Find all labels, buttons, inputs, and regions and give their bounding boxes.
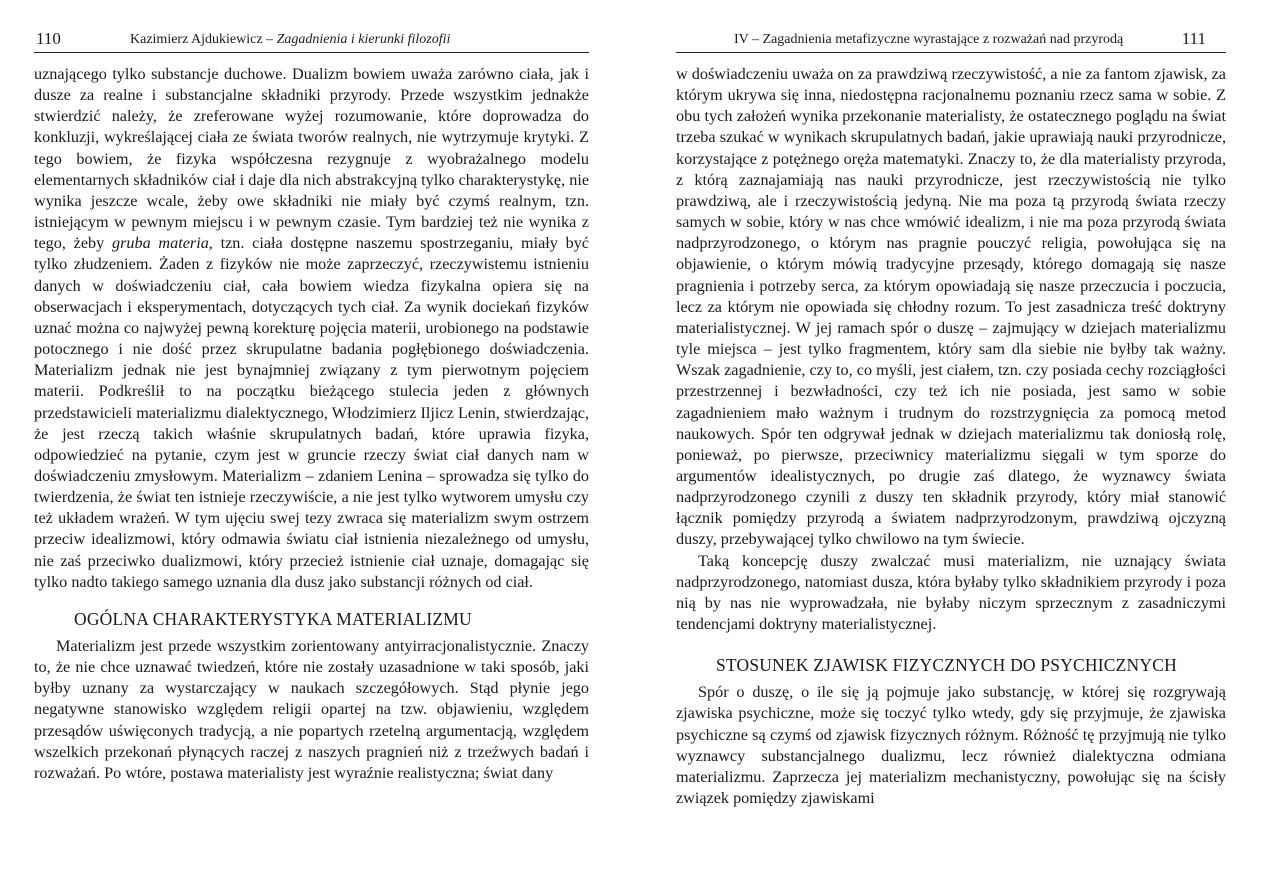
- running-head-left: [34, 30, 589, 53]
- section-heading: OGÓLNA CHARAKTERYSTYKA MATERIALIZMU: [74, 608, 472, 629]
- section-heading: STOSUNEK ZJAWISK FIZYCZNYCH DO PSYCHICZNYCH: [716, 655, 1177, 676]
- running-head-right: [676, 30, 1226, 53]
- author-name: Kazimierz Ajdukiewicz –: [130, 32, 277, 47]
- page-number: 111: [1181, 29, 1206, 48]
- paragraph: [34, 64, 589, 593]
- running-head-title: [130, 32, 450, 48]
- italic-term: gruba materia: [112, 234, 209, 253]
- right-page: [676, 0, 1226, 893]
- left-page-body: [34, 64, 589, 784]
- paragraph: Materializm jest przede wszystkim zorientowany antyirracjonalistycznie. Znaczy to, że nie chce uznawać twiedzeń, które nie zostały uzasadnione w taki sposób, jaki byłby uznany za wystarczający w naukach szczegółowych. Stąd płynie jego negatywne stanowisko względem religii opartej na tzw. objawieniu, względem przesądów uświęconych tradycją, a nie popartych rzetelną argumentacją, względem wszelkich przekonań płynących raczej z naszych pragnień niż z trzeźwych badań i rozważań. Po wtóre, postawa materialisty jest wyraźnie realistyczna; świat dany: [34, 636, 589, 782]
- running-head-title: IV – Zagadnienia metafizyczne wyrastające z rozważań nad przyrodą: [734, 32, 1124, 47]
- paragraph: Spór o duszę, o ile się ją pojmuje jako substancję, w której się rozgrywają zjawiska psychiczne, może się toczyć tylko wtedy, gdy się przyjmuje, że zjawiska psychiczne są czymś od zjawisk fizycznych różnym. Różność tę przyjmują nie tylko wyznawcy substancjalnego dualizmu, lecz również dialektyczna odmiana materializmu. Zaprzecza jej materializm mechanistyczny, powołując się na ścisły związek pomiędzy zjawiskami: [676, 683, 1226, 807]
- left-page: [34, 0, 589, 893]
- book-title: Zagadnienia i kierunki filozofii: [276, 32, 451, 47]
- paragraph: Taką koncepcję duszy zwalczać musi materializm, nie uznający świata nadprzyrodzonego, natomiast dusza, która byłaby tylko składnikiem przyrody i poza nią by nas nie wyprowadzała, nie byłaby niczym sprzecznym z zasadniczymi tendencjami doktryny materialistycznej.: [676, 551, 1226, 634]
- page-number: 110: [36, 29, 61, 48]
- paragraph: w doświadczeniu uważa on za prawdziwą rzeczywistość, a nie za fantom zjawisk, za którym ukrywa się inna, niedostępna racjonalnemu poznaniu rzecz sama w sobie. Z obu tych założeń wynika przekonanie materialisty, że ostatecznego poglądu na świat trzeba szukać w wynikach skrupulatnych badań, jakie uprawiają nauki przyrodnicze, korzystające z potężnego oręża matematyki. Znaczy to, że dla materialisty przyroda, z którą zaznajamiają nas nauki przyrodnicze, jest rzeczywistością nie tylko prawdziwą, ale i rzeczywistością jedyną. Nie ma poza tą przyrodą świata rzeczy samych w sobie, który w nas chce wmówić idealizm, i nie ma poza przyrodą świata nadprzyrodzonego, o którym nas pragnie pouczyć religia, powołująca się na objawienie, o którym mówią tradycyjne przesądy, którego domagają się nasze pragnienia i potrzeby serca, za którym opowiadają się nasze przeczucia i poczucia, lecz za którym nie opowiada się chłodny rozum. To jest zasadnicza treść doktryny materialistycznej. W jej ramach spór o duszę – zajmujący w dziejach materializmu tyle miejsca – jest tylko fragmentem, który sam dla siebie nie byłby tak ważny. Wszak zagadnienie, czy to, co myśli, jest ciałem, tzn. czy posiada cechy rozciągłości przestrzennej i bezwładności, czy też ich nie posiada, jest samo w sobie zagadnieniem mało ważnym i trudnym do rozstrzygnięcia za pomocą metod naukowych. Spór ten odgrywał jednak w dziejach materializmu tak doniosłą rolę, ponieważ, po pierwsze, przeciwnicy materializmu sięgali w tym sporze do argumentów idealistycznych, po drugie zaś dlatego, że wyznawcy świata nadprzyrodzonego czynili z duszy ten składnik przyrody, który miał stanowić łącznik pomiędzy przyrodą a światem nadprzyrodzonym, prawdziwą ojczyzną duszy, przebywającej tylko chwilowo na tym świecie.: [676, 65, 1226, 549]
- right-page-body: [676, 64, 1226, 809]
- paragraph-text: , tzn. ciała dostępne naszemu spostrzeganiu, miały być tylko złudzeniem. Żaden z fizyków nie może zaprzeczyć, rzeczywistemu istnieniu danych w doświadczeniu ciał, cała bowiem wiedza fizykalna opiera się na obserwacjach i eksperymentach, dotyczących tych ciał. Za wynik dociekań fizyków uznać można co najwyżej pewną korekturę pojęcia materii, urobionego na podstawie potocznego i nie dość przez skrupulatne badania pogłębionego doświadczenia. Materializm jednak nie jest bynajmniej związany z tym pierwotnym pojęciem materii. Podkreślił to na początku bieżącego stulecia jeden z głównych przedstawicieli materializmu dialektycznego, Włodzimierz Iljicz Lenin, stwierdzając, że jest rzeczą takich właśnie skrupulatnych badań, które uprawia fizyka, odpowiedzieć na pytanie, czym jest w gruncie rzeczy świat ciał danych nam w doświadczeniu zmysłowym. Materializm – zdaniem Lenina – sprowadza się tylko do twierdzenia, że świat ten istnieje rzeczywiście, a nie jest tylko wytworem umysłu czy też układem wrażeń. W tym ujęciu swej tezy zwraca się materializm swym ostrzem przeciw idealizmowi, który odmawia światu ciał istnienia niezależnego od umysłu, nie zaś przeciwko dualizmowi, który przecież istnienie ciał uznaje, domagając się tylko nadto takiego samego uznania dla dusz jako substancji różnych od ciał.: [34, 234, 589, 591]
- paragraph-text: uznającego tylko substancje duchowe. Dualizm bowiem uważa zarówno ciała, jak i dusze za realne i substancjalne składniki przyrody. Przede wszystkim jednakże stwierdzić należy, że zreferowane wyżej rozumowanie, które doprowadza do konkluzji, wykreślającej ciała ze świata tworów realnych, nie wytrzymuje krytyki. Z tego bowiem, że fizyka współczesna rezygnuje z wyobrażalnego modelu elementarnych składników ciał i daje dla nich abstrakcyjną tylko charakterystykę, nie wynika jeszcze wcale, żeby owe składniki nie miały być czymś realnym, tzn. istniejącym w pewnym miejscu i w pewnym czasie. Tym bardziej też nie wynika z tego, żeby: [34, 65, 589, 253]
